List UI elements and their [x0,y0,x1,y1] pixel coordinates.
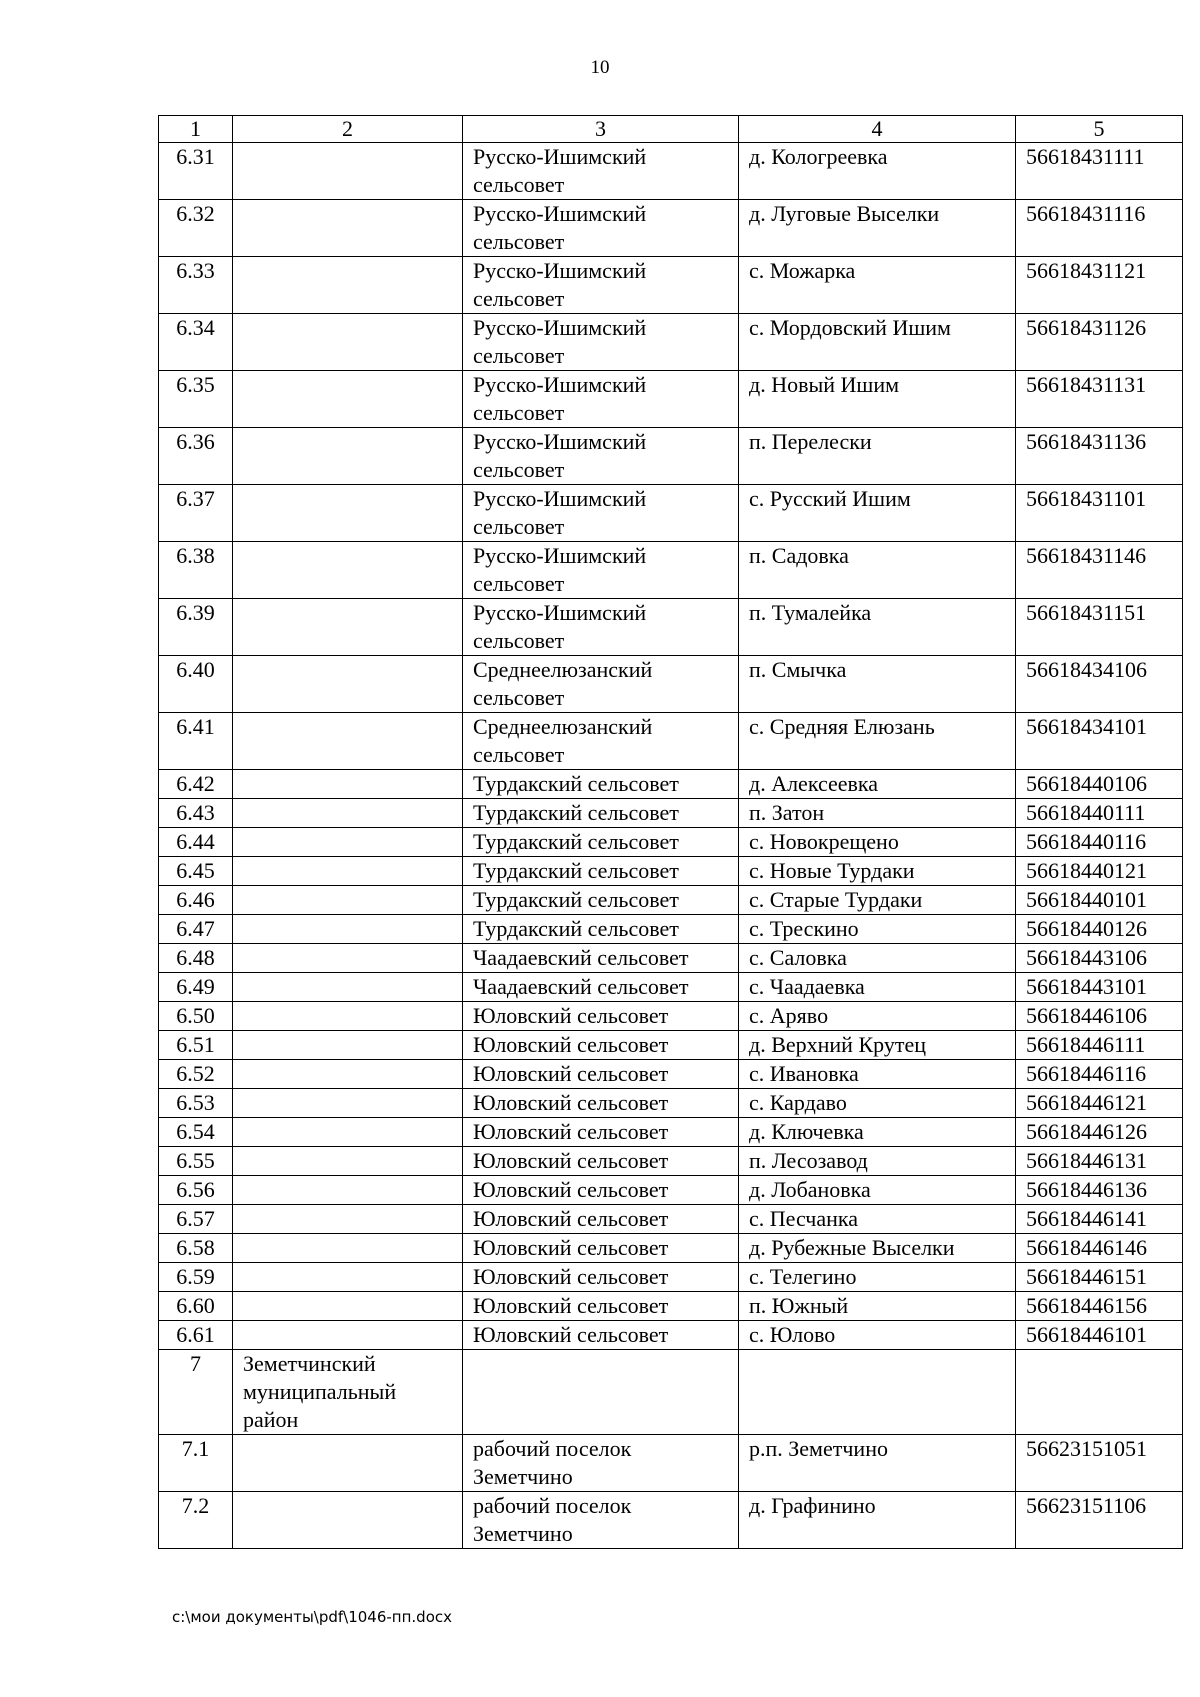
table-cell-code: 56618446101 [1016,1321,1183,1350]
table-cell-council: рабочий поселок Земетчино [463,1492,739,1549]
table-cell-council: Юловский сельсовет [463,1031,739,1060]
table-cell-district [233,828,463,857]
table-cell-council: Турдакский сельсовет [463,799,739,828]
table-cell-district [233,915,463,944]
table-cell-district [233,1002,463,1031]
table-cell-place: с. Средняя Елюзань [739,713,1016,770]
file-path-footer: c:\мои документы\pdf\1046-пп.docx [172,1608,453,1626]
table-row [159,200,1183,257]
table-cell-district [233,1031,463,1060]
table-cell-district [233,1060,463,1089]
table-body [159,143,1183,1549]
table-cell-council: Юловский сельсовет [463,1118,739,1147]
table-cell-n: 6.40 [159,656,233,713]
table-cell-n: 6.42 [159,770,233,799]
table-cell-district [233,886,463,915]
table-cell-n: 6.37 [159,485,233,542]
table-cell-district [233,1492,463,1549]
table-cell-council: Турдакский сельсовет [463,828,739,857]
table-cell-n: 6.57 [159,1205,233,1234]
table-cell-n: 6.52 [159,1060,233,1089]
table-cell-n: 6.61 [159,1321,233,1350]
table-cell-place: д. Кологреевка [739,143,1016,200]
table-cell-place: д. Верхний Крутец [739,1031,1016,1060]
page-number: 10 [590,57,610,78]
table-cell-district [233,257,463,314]
table-row [159,944,1183,973]
table-row [159,857,1183,886]
table-row [159,770,1183,799]
table-cell-council: Юловский сельсовет [463,1205,739,1234]
table-row [159,1263,1183,1292]
table-cell-council: Русско-Ишимский сельсовет [463,542,739,599]
table-cell-n: 6.54 [159,1118,233,1147]
table-cell-code: 56618440121 [1016,857,1183,886]
table-row [159,799,1183,828]
table-cell-code: 56618446131 [1016,1147,1183,1176]
table-cell-place: р.п. Земетчино [739,1435,1016,1492]
table-cell-n: 6.48 [159,944,233,973]
table-cell-council: рабочий поселок Земетчино [463,1435,739,1492]
table-cell-code: 56618446151 [1016,1263,1183,1292]
table-row [159,1321,1183,1350]
table-row [159,485,1183,542]
table-cell-council: Русско-Ишимский сельсовет [463,200,739,257]
table-cell-n: 6.53 [159,1089,233,1118]
table-cell-code: 56618443101 [1016,973,1183,1002]
table-cell-n: 6.33 [159,257,233,314]
table-cell-district [233,1292,463,1321]
table-cell-code: 56618446111 [1016,1031,1183,1060]
table-cell-district [233,944,463,973]
table-cell-n: 6.49 [159,973,233,1002]
table-cell-code: 56618440116 [1016,828,1183,857]
table-cell-district [233,143,463,200]
table-cell-district [233,973,463,1002]
table-cell-place: д. Новый Ишим [739,371,1016,428]
table-cell-district [233,1089,463,1118]
table-cell-place: с. Русский Ишим [739,485,1016,542]
table-row [159,1118,1183,1147]
table-cell-n: 6.59 [159,1263,233,1292]
table-cell-district [233,428,463,485]
table-cell-place: д. Ключевка [739,1118,1016,1147]
table-row [159,1435,1183,1492]
table-cell-code: 56618446136 [1016,1176,1183,1205]
table-cell-district [233,371,463,428]
table-row [159,973,1183,1002]
table-row [159,1176,1183,1205]
table-cell-code: 56618440101 [1016,886,1183,915]
table-cell-council: Юловский сельсовет [463,1089,739,1118]
table-cell-district [233,656,463,713]
table-cell-place: п. Лесозавод [739,1147,1016,1176]
table-cell-council: Юловский сельсовет [463,1321,739,1350]
table-cell-code: 56618440111 [1016,799,1183,828]
table-cell-district [233,713,463,770]
table-cell-council: Русско-Ишимский сельсовет [463,599,739,656]
table-cell-place: п. Смычка [739,656,1016,713]
table-cell-council [463,1350,739,1435]
table-row [159,656,1183,713]
table-cell-place: с. Можарка [739,257,1016,314]
table-cell-code: 56618446126 [1016,1118,1183,1147]
table-cell-code: 56618431136 [1016,428,1183,485]
table-cell-council: Чаадаевский сельсовет [463,973,739,1002]
table-row [159,257,1183,314]
table-cell-district [233,314,463,371]
table-cell-place: с. Саловка [739,944,1016,973]
table-cell-council: Юловский сельсовет [463,1263,739,1292]
table-cell-place: с. Телегино [739,1263,1016,1292]
table-cell-n: 6.38 [159,542,233,599]
table-cell-place: п. Тумалейка [739,599,1016,656]
table-cell-place: с. Кардаво [739,1089,1016,1118]
table-cell-place: с. Трескино [739,915,1016,944]
table-cell-code: 56623151051 [1016,1435,1183,1492]
table-cell-place: с. Новые Турдаки [739,857,1016,886]
table-cell-n: 7.1 [159,1435,233,1492]
table-cell-code: 56618431131 [1016,371,1183,428]
table-cell-council: Русско-Ишимский сельсовет [463,371,739,428]
table-row [159,314,1183,371]
table-cell-n: 6.35 [159,371,233,428]
table-cell-n: 6.44 [159,828,233,857]
table-cell-code: 56618431116 [1016,200,1183,257]
table-cell-code: 56618431101 [1016,485,1183,542]
table-cell-council: Русско-Ишимский сельсовет [463,314,739,371]
table-cell-place: с. Песчанка [739,1205,1016,1234]
table-row [159,428,1183,485]
table-cell-code [1016,1350,1183,1435]
table-cell-n: 6.60 [159,1292,233,1321]
table-cell-district [233,1176,463,1205]
table-cell-code: 56618434101 [1016,713,1183,770]
table-cell-n: 6.41 [159,713,233,770]
table-cell-place: п. Затон [739,799,1016,828]
table-cell-district [233,599,463,656]
table-row [159,1089,1183,1118]
table-row [159,1292,1183,1321]
table-cell-n: 6.56 [159,1176,233,1205]
table-cell-district: Земетчинский муниципальный район [233,1350,463,1435]
table-cell-place: с. Ивановка [739,1060,1016,1089]
table-cell-n: 6.50 [159,1002,233,1031]
table-cell-n: 6.32 [159,200,233,257]
table-cell-place: с. Мордовский Ишим [739,314,1016,371]
table-cell-council: Турдакский сельсовет [463,886,739,915]
table-cell-district [233,1435,463,1492]
table-cell-district [233,857,463,886]
column-header: 1 [159,116,233,143]
table-header-row [159,116,1183,143]
table-row [159,1492,1183,1549]
table-cell-district [233,1205,463,1234]
settlements-table [158,115,1183,1549]
table-cell-council: Русско-Ишимский сельсовет [463,143,739,200]
table-cell-n: 6.43 [159,799,233,828]
table-cell-place [739,1350,1016,1435]
table-cell-council: Турдакский сельсовет [463,915,739,944]
table-cell-council: Юловский сельсовет [463,1292,739,1321]
table-cell-district [233,1147,463,1176]
table-cell-place: п. Южный [739,1292,1016,1321]
table-cell-code: 56618443106 [1016,944,1183,973]
table-cell-n: 6.51 [159,1031,233,1060]
table-cell-council: Юловский сельсовет [463,1147,739,1176]
table-cell-place: д. Алексеевка [739,770,1016,799]
table-cell-council: Юловский сельсовет [463,1002,739,1031]
table-cell-district [233,485,463,542]
table-cell-n: 6.36 [159,428,233,485]
table-cell-place: с. Новокрещено [739,828,1016,857]
table-cell-n: 6.31 [159,143,233,200]
column-header: 3 [463,116,739,143]
table-cell-council: Юловский сельсовет [463,1234,739,1263]
table-cell-place: д. Лобановка [739,1176,1016,1205]
table-cell-district [233,1263,463,1292]
table-cell-district [233,542,463,599]
table-cell-council: Русско-Ишимский сельсовет [463,257,739,314]
table-cell-place: с. Старые Турдаки [739,886,1016,915]
table-cell-district [233,1234,463,1263]
table-cell-n: 6.34 [159,314,233,371]
table-cell-council: Среднеелюзанский сельсовет [463,713,739,770]
table-cell-place: п. Садовка [739,542,1016,599]
table-cell-n: 7.2 [159,1492,233,1549]
table-cell-code: 56618431121 [1016,257,1183,314]
table-cell-council: Русско-Ишимский сельсовет [463,428,739,485]
table-cell-n: 6.55 [159,1147,233,1176]
table-cell-n: 6.45 [159,857,233,886]
table-cell-place: с. Арявo [739,1002,1016,1031]
column-header: 4 [739,116,1016,143]
table-cell-place: д. Рубежные Выселки [739,1234,1016,1263]
table-cell-code: 56618431146 [1016,542,1183,599]
table-cell-n: 7 [159,1350,233,1435]
table-cell-n: 6.39 [159,599,233,656]
table-row [159,542,1183,599]
table-cell-place: д. Луговые Выселки [739,200,1016,257]
table-cell-council: Турдакский сельсовет [463,770,739,799]
table-cell-district [233,1118,463,1147]
table-row [159,1031,1183,1060]
table-cell-council: Юловский сельсовет [463,1060,739,1089]
table-row [159,713,1183,770]
table-cell-district [233,200,463,257]
table-cell-council: Юловский сельсовет [463,1176,739,1205]
table-row [159,1147,1183,1176]
table-cell-code: 56618431126 [1016,314,1183,371]
table-row [159,1205,1183,1234]
table-cell-council: Турдакский сельсовет [463,857,739,886]
table-cell-place: с. Чаадаевка [739,973,1016,1002]
table-row [159,599,1183,656]
table-cell-council: Русско-Ишимский сельсовет [463,485,739,542]
table-cell-code: 56618446146 [1016,1234,1183,1263]
table-cell-n: 6.47 [159,915,233,944]
table-cell-n: 6.46 [159,886,233,915]
column-header: 2 [233,116,463,143]
column-header: 5 [1016,116,1183,143]
table-row [159,1002,1183,1031]
table-row [159,1350,1183,1435]
table-cell-district [233,770,463,799]
table-cell-place: с. Юлово [739,1321,1016,1350]
table-cell-place: п. Перелески [739,428,1016,485]
table-row [159,1234,1183,1263]
table-cell-district [233,1321,463,1350]
table-row [159,886,1183,915]
table-row [159,1060,1183,1089]
table-cell-code: 56618440106 [1016,770,1183,799]
table-cell-code: 56618446156 [1016,1292,1183,1321]
table-cell-code: 56618446121 [1016,1089,1183,1118]
table-cell-code: 56618446116 [1016,1060,1183,1089]
table-cell-council: Среднеелюзанский сельсовет [463,656,739,713]
table-row [159,143,1183,200]
table-row [159,915,1183,944]
table-cell-code: 56623151106 [1016,1492,1183,1549]
table-row [159,828,1183,857]
table-cell-code: 56618431111 [1016,143,1183,200]
table-cell-n: 6.58 [159,1234,233,1263]
table-cell-code: 56618446106 [1016,1002,1183,1031]
table-cell-council: Чаадаевский сельсовет [463,944,739,973]
table-cell-district [233,799,463,828]
table-cell-place: д. Графинино [739,1492,1016,1549]
table-cell-code: 56618434106 [1016,656,1183,713]
table-cell-code: 56618440126 [1016,915,1183,944]
table-cell-code: 56618446141 [1016,1205,1183,1234]
table-cell-code: 56618431151 [1016,599,1183,656]
table-row [159,371,1183,428]
